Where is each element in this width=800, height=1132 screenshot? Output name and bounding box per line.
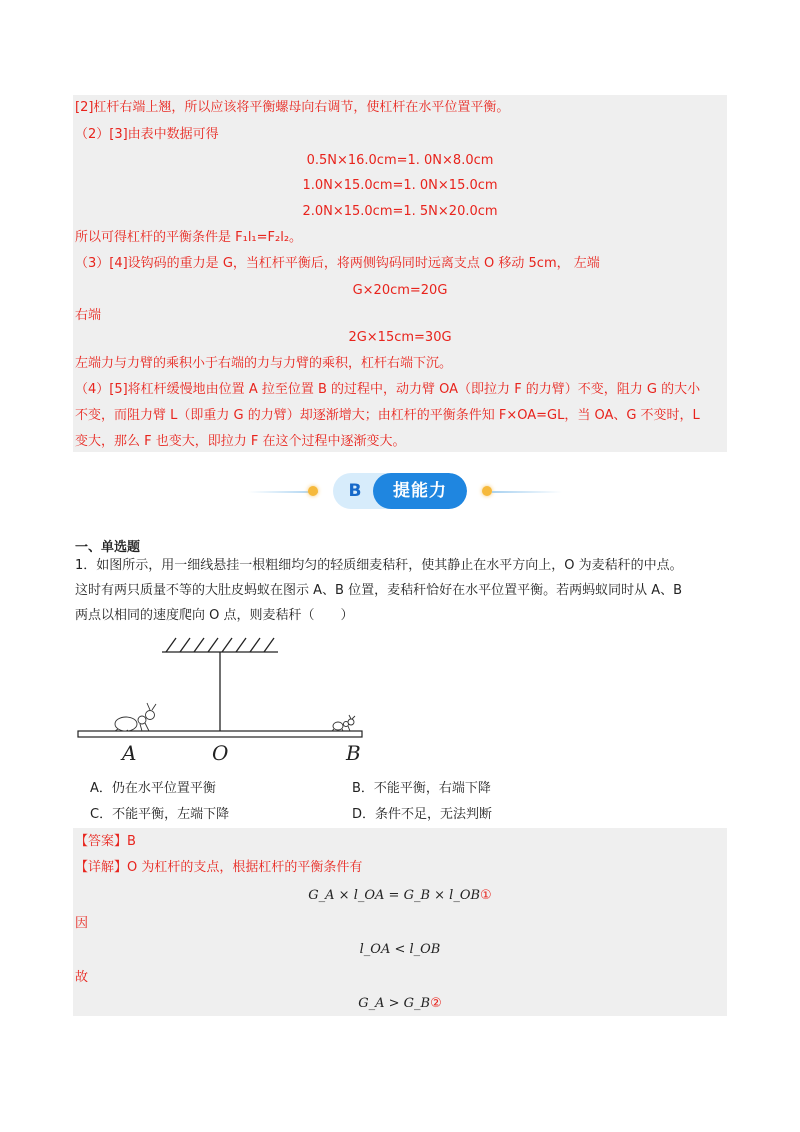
option-a: A．仍在水平位置平衡 [90, 781, 216, 796]
detail-line [75, 859, 362, 877]
option-b: B．不能平衡，右端下降 [352, 781, 491, 796]
solution-line: （4）[5]将杠杆缓慢地由位置 A 拉至位置 B 的过程中，动力臂 OA（即拉力 F 的力臂）不变，阻力 G 的大小 [75, 382, 701, 397]
answer-tag: 【答案】 [75, 834, 128, 849]
question-line: 这时有两只质量不等的大肚皮蚂蚁在图示 A、B 位置，麦秸秆恰好在水平位置平衡。若两蚂蚁同时从 A、B [75, 583, 683, 598]
solution-line: （3）[4]设钩码的重力是 G，当杠杆平衡后，将两侧钩码同时远离支点 O 移动 5cm， 左端 [75, 256, 600, 271]
solution-line: 所以可得杠杆的平衡条件是 F₁l₁=F₂l₂。 [75, 230, 303, 245]
equation-mark: ① [480, 888, 492, 903]
banner-rule-right [492, 491, 562, 493]
equation-text: G_A × l_OA = G_B × l_OB [308, 888, 481, 903]
answer-line [75, 833, 136, 851]
equation: G×20cm=20G [352, 283, 448, 298]
detail-equation-1 [73, 887, 727, 905]
equation-text: l_OA < l_OB [359, 942, 441, 957]
solution-block-bottom [73, 828, 727, 1016]
detail-tag: 【详解】 [75, 860, 128, 875]
detail-line: 因 [75, 916, 89, 931]
section-title: 一、单选题 [75, 540, 141, 555]
equation: 1.0N×15.0cm=1. 0N×15.0cm [302, 178, 498, 193]
detail-intro: O 为杠杆的支点，根据杠杆的平衡条件有 [127, 860, 363, 875]
banner-letter: B [348, 481, 362, 501]
equation-mark: ② [430, 996, 442, 1011]
solution-line: 左端力与力臂的乘积小于右端的力与力臂的乘积，杠杆右端下沉。 [75, 356, 453, 371]
label-b: B [346, 741, 361, 765]
solution-line: 右端 [75, 308, 102, 323]
question-line: 两点以相同的速度爬向 O 点，则麦秸秆（ ） [75, 608, 354, 623]
solution-line: 不变，而阻力臂 L（即重力 G 的力臂）却逐渐增大；由杠杆的平衡条件知 F×OA=GL，当 OA、G 不变时，L [75, 408, 700, 423]
banner-title: 提能力 [373, 473, 467, 509]
ceiling-hatch [162, 638, 278, 652]
lever-figure [70, 630, 390, 770]
banner-dot-right [482, 486, 492, 496]
banner-pill [333, 473, 467, 509]
option-d: D．条件不足，无法判断 [352, 807, 493, 822]
detail-equation-2 [73, 941, 727, 959]
equation: 0.5N×16.0cm=1. 0N×8.0cm [306, 153, 494, 168]
solution-line: 变大，那么 F 也变大，即拉力 F 在这个过程中逐渐变大。 [75, 434, 406, 449]
option-c: C．不能平衡，左端下降 [90, 807, 230, 822]
section-banner [0, 473, 800, 511]
solution-line: [2]杠杆右端上翘，所以应该将平衡螺母向右调节，使杠杆在水平位置平衡。 [75, 100, 510, 115]
detail-line: 故 [75, 970, 89, 985]
label-o: O [212, 741, 229, 765]
straw-lever [78, 731, 362, 737]
ant-a [115, 703, 156, 731]
detail-equation-3 [73, 995, 727, 1013]
solution-line: （2）[3]由表中数据可得 [75, 127, 219, 142]
answer-value: B [127, 834, 136, 849]
equation: 2G×15cm=30G [348, 330, 452, 345]
label-a: A [122, 741, 137, 765]
ant-b [332, 715, 355, 731]
equation-text: G_A > G_B [358, 996, 431, 1011]
banner-dot-left [308, 486, 318, 496]
equation: 2.0N×15.0cm=1. 5N×20.0cm [302, 204, 498, 219]
question-line: 1．如图所示，用一细线悬挂一根粗细均匀的轻质细麦秸秆，使其静止在水平方向上，O 为麦秸秆的中点。 [75, 558, 683, 573]
